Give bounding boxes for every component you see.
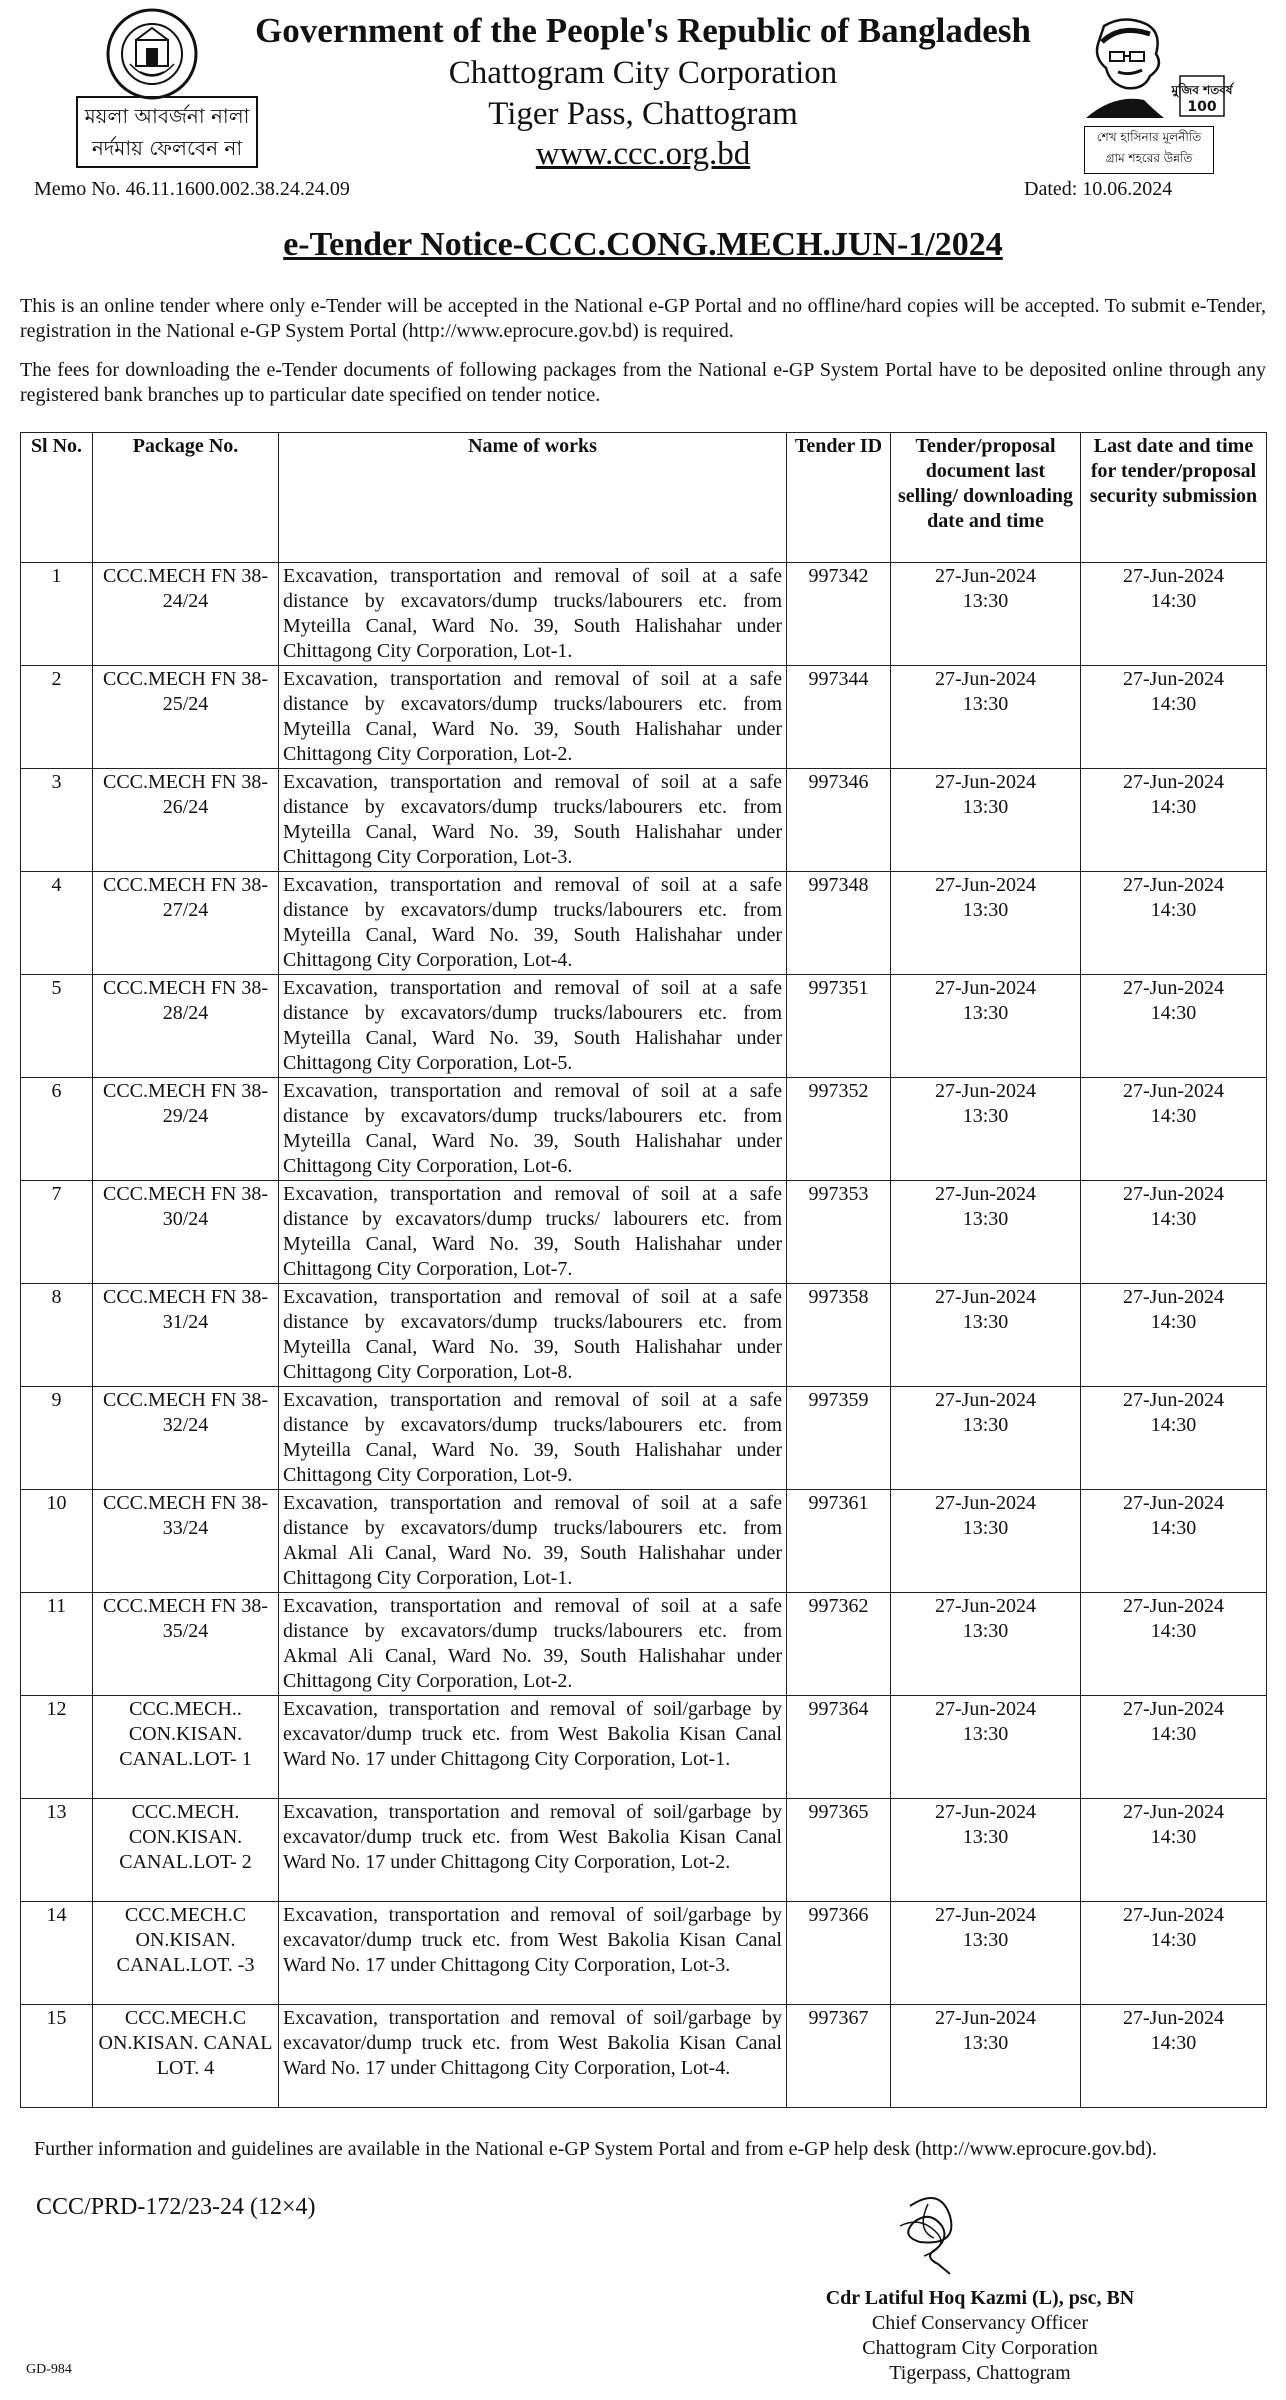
row-sl: 10 xyxy=(21,1490,93,1593)
portrait-caption: মুজিব শতবর্ষ xyxy=(1171,83,1233,97)
row-document-last-date-date: 27-Jun-2024 xyxy=(934,771,1037,793)
row-document-last-date xyxy=(891,2005,1081,2108)
corporation-name: Chattogram City Corporation xyxy=(448,55,838,91)
row-security-last-date-date: 27-Jun-2024 xyxy=(1122,565,1225,587)
row-works: Excavation, transportation and removal of soil at a safe distance by excavators/dump trucks/labourers etc. from Myteilla Canal, Ward No. 39, South Halishahar under Chittagong City Corporation, Lot-4. xyxy=(279,872,787,975)
table-row xyxy=(21,872,1267,975)
government-title: Government of the People's Republic of Bangladesh xyxy=(255,11,1031,50)
svg-text:100: 100 xyxy=(1187,99,1217,115)
row-sl: 3 xyxy=(21,769,93,872)
tender-table xyxy=(20,432,1267,2108)
row-document-last-date-time: 13:30 xyxy=(962,1002,1009,1024)
table-row xyxy=(21,1078,1267,1181)
signatory-title: Chief Conservancy Officer xyxy=(871,2312,1089,2334)
slogan-box xyxy=(76,96,258,168)
row-works: Excavation, transportation and removal of soil at a safe distance by excavators/dump trucks/labourers etc. from Myteilla Canal, Ward No. 39, South Halishahar under Chittagong City Corporation, Lot-2. xyxy=(279,666,787,769)
row-security-last-date-time: 14:30 xyxy=(1150,1826,1197,1848)
row-works: Excavation, transportation and removal of soil at a safe distance by excavators/dump trucks/labourers etc. from Myteilla Canal, Ward No. 39, South Halishahar under Chittagong City Corporation, Lot-1. xyxy=(279,563,787,666)
table-row xyxy=(21,1490,1267,1593)
row-security-last-date-time: 14:30 xyxy=(1150,1311,1197,1333)
row-sl: 8 xyxy=(21,1284,93,1387)
row-sl: 7 xyxy=(21,1181,93,1284)
row-security-last-date xyxy=(1081,1490,1267,1593)
row-security-last-date-date: 27-Jun-2024 xyxy=(1122,977,1225,999)
row-works: Excavation, transportation and removal of soil/garbage by excavator/dump truck etc. from West Bakolia Kisan Canal Ward No. 17 under Chittagong City Corporation, Lot-3. xyxy=(279,1902,787,2005)
row-tender-id: 997346 xyxy=(787,769,891,872)
row-package: CCC.MECH FN 38-32/24 xyxy=(93,1387,279,1490)
row-document-last-date-time: 13:30 xyxy=(962,796,1009,818)
memo-number: Memo No. 46.11.1600.002.38.24.24.09 xyxy=(34,178,350,200)
row-security-last-date xyxy=(1081,975,1267,1078)
signatory-organization: Chattogram City Corporation xyxy=(862,2337,1098,2359)
signatory-address: Tigerpass, Chattogram xyxy=(889,2362,1071,2384)
row-security-last-date-date: 27-Jun-2024 xyxy=(1122,1801,1225,1823)
row-document-last-date xyxy=(891,666,1081,769)
row-security-last-date xyxy=(1081,1696,1267,1799)
row-sl: 4 xyxy=(21,872,93,975)
signature-icon xyxy=(880,2186,990,2278)
row-security-last-date xyxy=(1081,1284,1267,1387)
row-works: Excavation, transportation and removal of soil at a safe distance by excavators/dump trucks/ labourers etc. from Myteilla Canal, Ward No. 39, South Halishahar under Chittagong City Corporation, Lot-7. xyxy=(279,1181,787,1284)
row-security-last-date xyxy=(1081,1387,1267,1490)
table-row xyxy=(21,1902,1267,2005)
row-sl: 15 xyxy=(21,2005,93,2108)
row-sl: 14 xyxy=(21,1902,93,2005)
row-tender-id: 997365 xyxy=(787,1799,891,1902)
row-works: Excavation, transportation and removal of soil/garbage by excavator/dump truck etc. from West Bakolia Kisan Canal Ward No. 17 under Chittagong City Corporation, Lot-4. xyxy=(279,2005,787,2108)
row-security-last-date xyxy=(1081,1902,1267,2005)
table-row xyxy=(21,975,1267,1078)
row-security-last-date xyxy=(1081,1799,1267,1902)
row-document-last-date-time: 13:30 xyxy=(962,1620,1009,1642)
row-document-last-date xyxy=(891,1284,1081,1387)
header-sl: Sl No. xyxy=(21,433,93,563)
table-row xyxy=(21,1387,1267,1490)
row-security-last-date-time: 14:30 xyxy=(1150,1929,1197,1951)
row-document-last-date-date: 27-Jun-2024 xyxy=(934,1286,1037,1308)
row-document-last-date-time: 13:30 xyxy=(962,1414,1009,1436)
row-tender-id: 997364 xyxy=(787,1696,891,1799)
row-document-last-date-date: 27-Jun-2024 xyxy=(934,565,1037,587)
row-document-last-date xyxy=(891,1902,1081,2005)
further-info: Further information and guidelines are available in the National e-GP System Portal and from e-GP help desk (http://www.eprocure.gov.bd). xyxy=(34,2138,1157,2160)
header-package: Package No. xyxy=(93,433,279,563)
row-document-last-date xyxy=(891,1490,1081,1593)
row-security-last-date-time: 14:30 xyxy=(1150,796,1197,818)
row-document-last-date-time: 13:30 xyxy=(962,2032,1009,2054)
row-security-last-date-time: 14:30 xyxy=(1150,1517,1197,1539)
row-security-last-date-time: 14:30 xyxy=(1150,1105,1197,1127)
row-document-last-date xyxy=(891,872,1081,975)
row-document-last-date-time: 13:30 xyxy=(962,693,1009,715)
slogan-line-2: নর্দমায় ফেলবেন না xyxy=(91,136,243,160)
right-slogan-box xyxy=(1084,126,1214,174)
row-document-last-date-date: 27-Jun-2024 xyxy=(934,1698,1037,1720)
row-security-last-date xyxy=(1081,563,1267,666)
row-package: CCC.MECH FN 38-30/24 xyxy=(93,1181,279,1284)
row-security-last-date-time: 14:30 xyxy=(1150,693,1197,715)
row-works: Excavation, transportation and removal of soil at a safe distance by excavators/dump trucks/labourers etc. from Akmal Ali Canal, Ward No. 39, South Halishahar under Chittagong City Corporation, Lot-1. xyxy=(279,1490,787,1593)
mujib-centenary-portrait-icon xyxy=(1084,14,1234,120)
row-security-last-date-date: 27-Jun-2024 xyxy=(1122,771,1225,793)
row-document-last-date-date: 27-Jun-2024 xyxy=(934,1080,1037,1102)
gd-number: GD-984 xyxy=(26,2362,72,2377)
row-document-last-date-time: 13:30 xyxy=(962,1208,1009,1230)
intro-paragraph-2: The fees for downloading the e-Tender documents of following packages from the National e-GP System Portal have to be deposited online through any registered bank branches up to particular date specified on tender notice. xyxy=(20,359,1266,406)
header-security-last-date: Last date and time for tender/proposal security submission xyxy=(1081,433,1267,563)
row-tender-id: 997366 xyxy=(787,1902,891,2005)
row-document-last-date xyxy=(891,769,1081,872)
row-security-last-date-date: 27-Jun-2024 xyxy=(1122,668,1225,690)
signatory-name: Cdr Latiful Hoq Kazmi (L), psc, BN xyxy=(825,2287,1135,2309)
row-tender-id: 997359 xyxy=(787,1387,891,1490)
row-document-last-date xyxy=(891,975,1081,1078)
signatory-block xyxy=(700,2286,1260,2386)
row-document-last-date-time: 13:30 xyxy=(962,1929,1009,1951)
row-document-last-date xyxy=(891,1593,1081,1696)
table-row xyxy=(21,1799,1267,1902)
right-slogan-line-2: গ্রাম শহরের উন্নতি xyxy=(1105,151,1193,165)
row-document-last-date-time: 13:30 xyxy=(962,1517,1009,1539)
notice-title: e-Tender Notice-CCC.CONG.MECH.JUN-1/2024 xyxy=(283,226,1003,263)
row-tender-id: 997362 xyxy=(787,1593,891,1696)
right-slogan-line-1: শেখ হাসিনার মূলনীতি xyxy=(1096,130,1202,144)
row-package: CCC.MECH FN 38-24/24 xyxy=(93,563,279,666)
row-works: Excavation, transportation and removal of soil/garbage by excavator/dump truck etc. from West Bakolia Kisan Canal Ward No. 17 under Chittagong City Corporation, Lot-2. xyxy=(279,1799,787,1902)
table-row xyxy=(21,563,1267,666)
row-package: CCC.MECH.C ON.KISAN. CANAL LOT. 4 xyxy=(93,2005,279,2108)
row-sl: 11 xyxy=(21,1593,93,1696)
row-works: Excavation, transportation and removal of soil at a safe distance by excavators/dump trucks/labourers etc. from Myteilla Canal, Ward No. 39, South Halishahar under Chittagong City Corporation, Lot-9. xyxy=(279,1387,787,1490)
row-works: Excavation, transportation and removal of soil at a safe distance by excavators/dump trucks/labourers etc. from Myteilla Canal, Ward No. 39, South Halishahar under Chittagong City Corporation, Lot-8. xyxy=(279,1284,787,1387)
row-document-last-date-time: 13:30 xyxy=(962,1105,1009,1127)
dated: Dated: 10.06.2024 xyxy=(1024,178,1173,200)
row-works: Excavation, transportation and removal of soil at a safe distance by excavators/dump trucks/labourers etc. from Akmal Ali Canal, Ward No. 39, South Halishahar under Chittagong City Corporation, Lot-2. xyxy=(279,1593,787,1696)
table-row xyxy=(21,769,1267,872)
row-package: CCC.MECH FN 38-28/24 xyxy=(93,975,279,1078)
header-works: Name of works xyxy=(279,433,787,563)
row-tender-id: 997358 xyxy=(787,1284,891,1387)
row-package: CCC.MECH FN 38-33/24 xyxy=(93,1490,279,1593)
table-row xyxy=(21,1593,1267,1696)
row-sl: 13 xyxy=(21,1799,93,1902)
row-document-last-date-time: 13:30 xyxy=(962,590,1009,612)
row-security-last-date-time: 14:30 xyxy=(1150,1002,1197,1024)
header-tender-id: Tender ID xyxy=(787,433,891,563)
row-document-last-date-time: 13:30 xyxy=(962,1723,1009,1745)
table-row xyxy=(21,2005,1267,2108)
row-security-last-date xyxy=(1081,666,1267,769)
slogan-line-1: ময়লা আবর্জনা নালা xyxy=(84,104,250,128)
row-sl: 6 xyxy=(21,1078,93,1181)
row-package: CCC.MECH. CON.KISAN. CANAL.LOT- 2 xyxy=(93,1799,279,1902)
row-security-last-date-time: 14:30 xyxy=(1150,2032,1197,2054)
corporation-address: Tiger Pass, Chattogram xyxy=(488,96,798,132)
row-sl: 2 xyxy=(21,666,93,769)
row-document-last-date-date: 27-Jun-2024 xyxy=(934,2007,1037,2029)
row-document-last-date xyxy=(891,1696,1081,1799)
tender-table-body xyxy=(21,563,1267,2108)
row-document-last-date xyxy=(891,563,1081,666)
row-security-last-date xyxy=(1081,769,1267,872)
row-document-last-date-date: 27-Jun-2024 xyxy=(934,1389,1037,1411)
table-row xyxy=(21,666,1267,769)
intro-paragraph-1: This is an online tender where only e-Tender will be accepted in the National e-GP Portal and no offline/hard copies will be accepted. To submit e-Tender, registration in the National e-GP System Portal (http://www.eprocure.gov.bd) is required. xyxy=(20,295,1266,342)
row-document-last-date-date: 27-Jun-2024 xyxy=(934,1801,1037,1823)
row-tender-id: 997361 xyxy=(787,1490,891,1593)
row-tender-id: 997352 xyxy=(787,1078,891,1181)
row-security-last-date xyxy=(1081,1181,1267,1284)
row-package: CCC.MECH FN 38-27/24 xyxy=(93,872,279,975)
row-document-last-date xyxy=(891,1078,1081,1181)
row-security-last-date-time: 14:30 xyxy=(1150,590,1197,612)
row-security-last-date-time: 14:30 xyxy=(1150,1414,1197,1436)
row-package: CCC.MECH FN 38-25/24 xyxy=(93,666,279,769)
row-document-last-date-date: 27-Jun-2024 xyxy=(934,668,1037,690)
row-document-last-date-time: 13:30 xyxy=(962,1311,1009,1333)
table-row xyxy=(21,1284,1267,1387)
row-package: CCC.MECH FN 38-29/24 xyxy=(93,1078,279,1181)
row-document-last-date-date: 27-Jun-2024 xyxy=(934,1595,1037,1617)
row-package: CCC.MECH FN 38-31/24 xyxy=(93,1284,279,1387)
row-package: CCC.MECH FN 38-26/24 xyxy=(93,769,279,872)
row-security-last-date-date: 27-Jun-2024 xyxy=(1122,1595,1225,1617)
row-tender-id: 997344 xyxy=(787,666,891,769)
row-document-last-date-date: 27-Jun-2024 xyxy=(934,1183,1037,1205)
row-tender-id: 997348 xyxy=(787,872,891,975)
row-document-last-date-date: 27-Jun-2024 xyxy=(934,1492,1037,1514)
row-security-last-date-date: 27-Jun-2024 xyxy=(1122,1080,1225,1102)
row-document-last-date xyxy=(891,1181,1081,1284)
row-package: CCC.MECH FN 38-35/24 xyxy=(93,1593,279,1696)
row-document-last-date-date: 27-Jun-2024 xyxy=(934,1904,1037,1926)
row-security-last-date-date: 27-Jun-2024 xyxy=(1122,1389,1225,1411)
row-sl: 1 xyxy=(21,563,93,666)
row-document-last-date xyxy=(891,1387,1081,1490)
row-security-last-date-date: 27-Jun-2024 xyxy=(1122,1286,1225,1308)
row-security-last-date-date: 27-Jun-2024 xyxy=(1122,1904,1225,1926)
row-security-last-date-date: 27-Jun-2024 xyxy=(1122,874,1225,896)
row-tender-id: 997351 xyxy=(787,975,891,1078)
row-tender-id: 997353 xyxy=(787,1181,891,1284)
row-security-last-date-date: 27-Jun-2024 xyxy=(1122,1492,1225,1514)
header-document-last-date: Tender/proposal document last selling/ downloading date and time xyxy=(891,433,1081,563)
table-header-row xyxy=(21,433,1267,563)
row-works: Excavation, transportation and removal of soil/garbage by excavator/dump truck etc. from West Bakolia Kisan Canal Ward No. 17 under Chittagong City Corporation, Lot-1. xyxy=(279,1696,787,1799)
row-works: Excavation, transportation and removal of soil at a safe distance by excavators/dump trucks/labourers etc. from Myteilla Canal, Ward No. 39, South Halishahar under Chittagong City Corporation, Lot-3. xyxy=(279,769,787,872)
row-security-last-date xyxy=(1081,872,1267,975)
row-works: Excavation, transportation and removal of soil at a safe distance by excavators/dump trucks/labourers etc. from Myteilla Canal, Ward No. 39, South Halishahar under Chittagong City Corporation, Lot-5. xyxy=(279,975,787,1078)
website-link[interactable]: www.ccc.org.bd xyxy=(535,136,751,172)
reference-number: CCC/PRD-172/23-24 (12×4) xyxy=(36,2194,316,2220)
row-security-last-date-date: 27-Jun-2024 xyxy=(1122,1698,1225,1720)
row-security-last-date-time: 14:30 xyxy=(1150,1208,1197,1230)
table-row xyxy=(21,1696,1267,1799)
row-security-last-date xyxy=(1081,2005,1267,2108)
row-tender-id: 997342 xyxy=(787,563,891,666)
row-document-last-date-date: 27-Jun-2024 xyxy=(934,874,1037,896)
row-package: CCC.MECH.. CON.KISAN. CANAL.LOT- 1 xyxy=(93,1696,279,1799)
row-tender-id: 997367 xyxy=(787,2005,891,2108)
row-document-last-date-time: 13:30 xyxy=(962,899,1009,921)
row-sl: 12 xyxy=(21,1696,93,1799)
row-sl: 5 xyxy=(21,975,93,1078)
letterhead xyxy=(240,10,1046,174)
row-security-last-date xyxy=(1081,1078,1267,1181)
row-document-last-date-date: 27-Jun-2024 xyxy=(934,977,1037,999)
row-security-last-date-date: 27-Jun-2024 xyxy=(1122,1183,1225,1205)
row-document-last-date xyxy=(891,1799,1081,1902)
row-security-last-date-time: 14:30 xyxy=(1150,1620,1197,1642)
row-security-last-date-time: 14:30 xyxy=(1150,899,1197,921)
row-works: Excavation, transportation and removal of soil at a safe distance by excavators/dump trucks/labourers etc. from Myteilla Canal, Ward No. 39, South Halishahar under Chittagong City Corporation, Lot-6. xyxy=(279,1078,787,1181)
table-row xyxy=(21,1181,1267,1284)
row-document-last-date-time: 13:30 xyxy=(962,1826,1009,1848)
row-security-last-date xyxy=(1081,1593,1267,1696)
city-corporation-emblem-icon xyxy=(106,8,198,100)
row-package: CCC.MECH.C ON.KISAN. CANAL.LOT. -3 xyxy=(93,1902,279,2005)
row-security-last-date-time: 14:30 xyxy=(1150,1723,1197,1745)
row-sl: 9 xyxy=(21,1387,93,1490)
row-security-last-date-date: 27-Jun-2024 xyxy=(1122,2007,1225,2029)
